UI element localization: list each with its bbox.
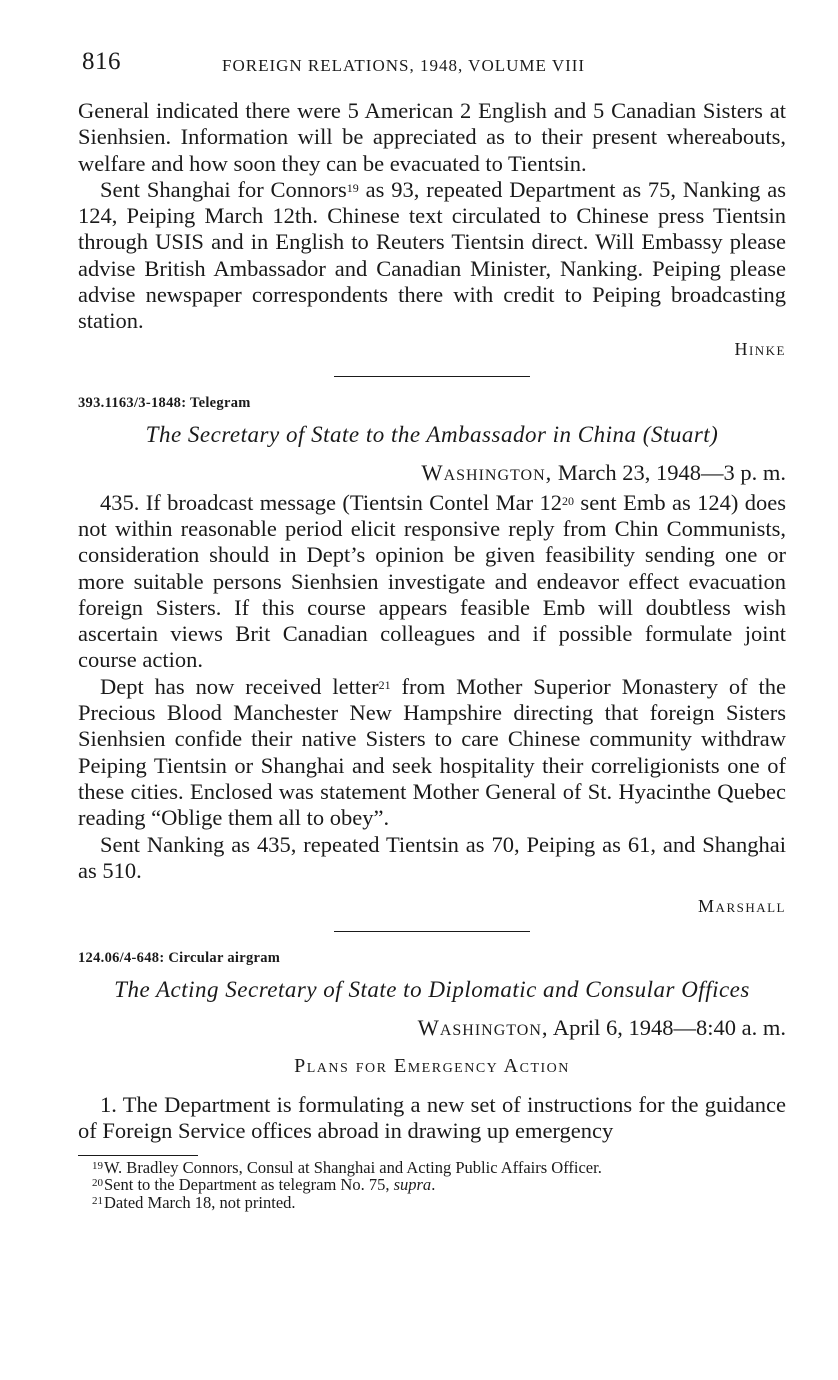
running-head: FOREIGN RELATIONS, 1948, VOLUME VIII bbox=[222, 56, 586, 75]
dateline bbox=[78, 460, 786, 486]
footnote-mark: 21 bbox=[92, 1194, 103, 1207]
footnote-ref: 20 bbox=[562, 493, 575, 508]
footnote bbox=[78, 1194, 786, 1212]
footnote-mark: 20 bbox=[92, 1177, 103, 1190]
document-title: The Acting Secretary of State to Diplomatic and Consular Offices bbox=[114, 977, 750, 1003]
section-divider bbox=[334, 376, 530, 377]
footnote-text-end: . bbox=[431, 1175, 436, 1195]
document-airgram bbox=[78, 950, 786, 1145]
footnote-ref: 21 bbox=[378, 677, 391, 692]
paragraph-text: sent Emb as 124) does not within reasonable period elicit responsive reply from Chin Communists, consideration should in Dept’s opinion be given feasibility sending one or more suitable persons Sienhsien investigate and endeavor effect evacuation foreign Sisters. If this course appears feasible Emb will doubtless wish ascertain views Brit Canadian colleagues and if possible formulate joint course action. bbox=[78, 489, 787, 673]
document-type: : Circular airgram bbox=[159, 950, 281, 967]
paragraph bbox=[78, 490, 786, 674]
footnote bbox=[78, 1176, 786, 1194]
footnote bbox=[78, 1159, 786, 1177]
paragraph bbox=[78, 177, 786, 335]
page-header bbox=[78, 44, 786, 84]
file-number: 393.1163/3-1848 bbox=[78, 394, 182, 411]
footnote-text: W. Bradley Connors, Consul at Shanghai and Acting Public Affairs Officer. bbox=[104, 1157, 602, 1177]
dateline-place: Washington, bbox=[421, 459, 553, 485]
signature: Hinke bbox=[734, 338, 786, 359]
footnote-text: Sent to the Department as telegram No. 75, bbox=[104, 1175, 394, 1195]
document-type: : Telegram bbox=[181, 394, 251, 411]
footnote-divider bbox=[78, 1155, 198, 1156]
dateline-place: Washington, bbox=[417, 1015, 549, 1041]
file-reference bbox=[78, 950, 786, 967]
signature: Marshall bbox=[698, 896, 786, 917]
document-telegram bbox=[78, 395, 786, 917]
paragraph: General indicated there were 5 American 2 English and 5 Canadian Sisters at Sienhsien. Information will be appreciated as to their present whereabouts, welfare and how soon they can be evacuated to Tientsin. bbox=[78, 98, 786, 176]
paragraph-text: Dept has now received letter bbox=[100, 673, 379, 699]
paragraph bbox=[78, 674, 786, 832]
dateline-date: March 23, 1948—3 p. m. bbox=[552, 459, 786, 485]
continuation-section bbox=[78, 98, 786, 360]
paragraph: Sent Nanking as 435, repeated Tientsin as 70, Peiping as 61, and Shanghai as 510. bbox=[78, 831, 786, 883]
section-title: Plans for Emergency Action bbox=[294, 1055, 570, 1078]
footnote-italic: supra bbox=[393, 1175, 432, 1195]
file-reference bbox=[78, 395, 786, 412]
paragraph: 1. The Department is formulating a new set of instructions for the guidance of Foreign Service offices abroad in drawing up emergency bbox=[78, 1092, 786, 1144]
file-number: 124.06/4-648 bbox=[78, 950, 160, 967]
page-number: 816 bbox=[82, 48, 121, 75]
document-title: The Secretary of State to the Ambassador in China (Stuart) bbox=[145, 421, 719, 447]
section-divider bbox=[334, 931, 530, 932]
paragraph-text: 435. If broadcast message (Tientsin Contel Mar 12 bbox=[100, 489, 563, 515]
footnote-text: Dated March 18, not printed. bbox=[104, 1192, 296, 1212]
paragraph-text: as 93, repeated Department as 75, Nanking as 124, Peiping March 12th. Chinese text circulated to Chinese press Tientsin through USIS and in English to Reuters Tientsin direct. Will Embassy please advise British Ambassador and Canadian Minister, Nanking. Peiping please advise newspaper correspondents there with credit to Peiping broadcasting station. bbox=[78, 176, 786, 334]
footnote-mark: 19 bbox=[92, 1159, 103, 1172]
footnotes bbox=[78, 1159, 786, 1212]
dateline bbox=[78, 1015, 786, 1041]
paragraph-text: from Mother Superior Monastery of the Precious Blood Manchester New Hampshire directing that foreign Sisters Sienhsien confide their native Sisters to care Chinese community withdraw Peiping Tientsin or Shanghai and seek hospitality their correligionists one of these cities. Enclosed was statement Mother General of St. Hyacinthe Quebec reading “Oblige them all to obey”. bbox=[78, 673, 787, 831]
dateline-date: April 6, 1948—8:40 a. m. bbox=[548, 1015, 786, 1041]
footnote-ref: 19 bbox=[346, 180, 359, 195]
document-page bbox=[78, 44, 786, 1211]
paragraph-text: Sent Shanghai for Connors bbox=[100, 176, 347, 202]
